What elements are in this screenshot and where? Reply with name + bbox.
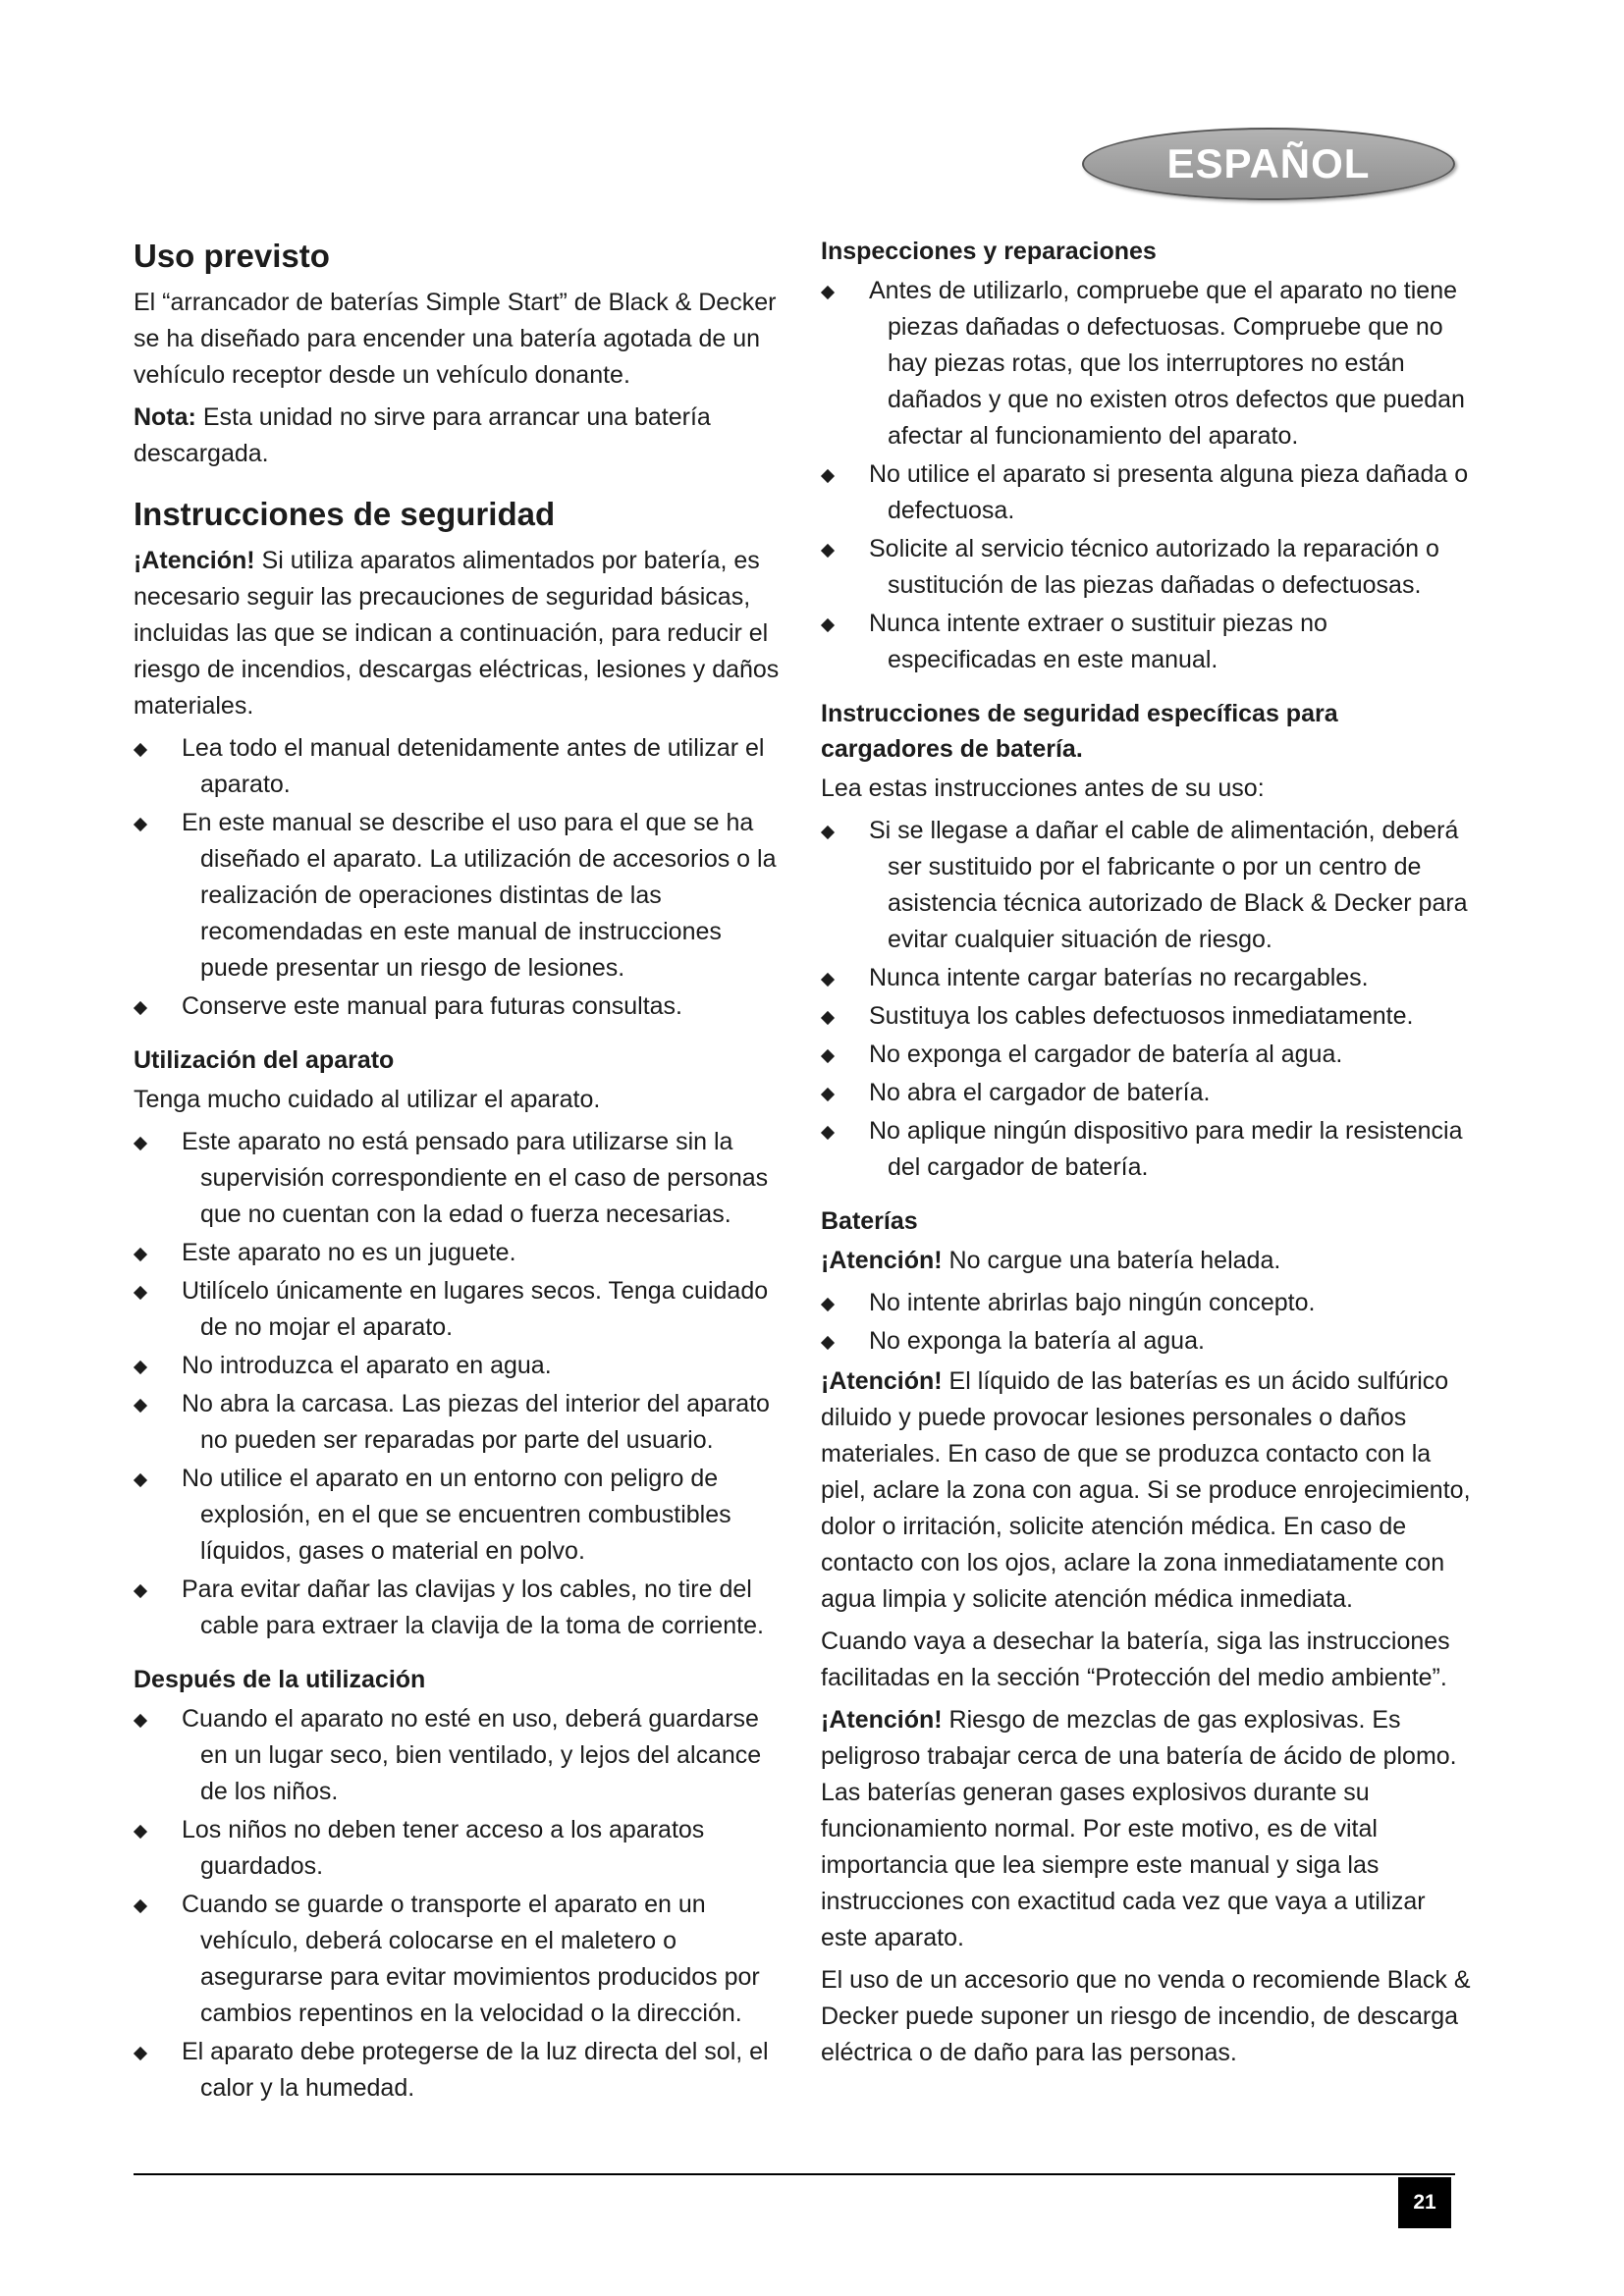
footer-rule [134,2173,1455,2175]
list-item-text: Este aparato no es un juguete. [182,1239,516,1266]
utilizacion-intro: Tenga mucho cuidado al utilizar el aparato. [134,1086,601,1113]
warning-text: No cargue una batería helada. [942,1247,1281,1274]
list-item-text: Nunca intente extraer o sustituir piezas no especificadas en este manual. [869,610,1327,673]
warning-label: ¡Atención! [821,1706,943,1734]
list-item-text: El aparato debe protegerse de la luz directa del sol, el calor y la humedad. [182,2038,769,2102]
list-item [821,998,1474,1035]
list-item-text: No utilice el aparato si presenta alguna pieza dañada o defectuosa. [869,460,1469,524]
list-item [134,1812,782,1885]
left-column [134,236,782,2110]
list-item-text: Cuando el aparato no esté en uso, deberá guardarse en un lugar seco, bien ventilado, y lejos del alcance de los niños. [182,1705,762,1805]
list-item-text: Conserve este manual para futuras consultas. [182,992,682,1020]
bullet-icon [821,469,835,483]
list-item [134,988,782,1025]
list-item-text: No utilice el aparato en un entorno con peligro de explosión, en el que se encuentren combustibles líquidos, gases o material en polvo. [182,1465,731,1565]
list-item-text: Antes de utilizarlo, compruebe que el aparato no tiene piezas dañadas o defectuosas. Compruebe que no hay piezas rotas, que los interruptores no están dañados y que no existen otros defectos que puedan afectar al funcionamiento del aparato. [869,277,1465,450]
list-item [134,1461,782,1570]
list-item [821,1113,1474,1186]
list-item-text: Utilícelo únicamente en lugares secos. Tenga cuidado de no mojar el aparato. [182,1277,769,1341]
bullet-icon [821,826,835,839]
list-item [134,1235,782,1271]
list-item [821,1285,1474,1321]
list-item [134,1386,782,1459]
bullet-icon [821,1011,835,1025]
list-item-text: Este aparato no está pensado para utilizarse sin la supervisión correspondiente en el caso de personas que no cuentan con la edad o fuerza necesarias. [182,1128,769,1228]
list-item-text: Solicite al servicio técnico autorizado la reparación o sustitución de las piezas dañadas o defectuosas. [869,535,1439,599]
list-item [821,1323,1474,1360]
list-item [134,1701,782,1810]
bullet-icon [134,1473,147,1487]
heading-seguridad: Instrucciones de seguridad [134,496,556,532]
right-column [821,234,1474,2077]
list-item-text: No exponga el cargador de batería al agua. [869,1041,1343,1068]
utilizacion-list [134,1124,782,1644]
cargadores-intro: Lea estas instrucciones antes de su uso: [821,774,1265,802]
list-item-text: No exponga la batería al agua. [869,1327,1205,1355]
list-item-text: Los niños no deben tener acceso a los aparatos guardados. [182,1816,705,1880]
warning-text: El líquido de las baterías es un ácido sulfúrico diluido y puede provocar lesiones personales o daños materiales. En caso de que se produzca contacto con la piel, aclare la zona con agua. Si se produce enrojecimiento, dolor o irritación, solicite atención médica. En caso de contacto con los ojos, aclare la zona inmediatamente con agua limpia y solicite atención médica inmediata. [821,1367,1471,1613]
baterias-warning-1 [821,1243,1474,1279]
list-item [821,606,1474,678]
list-item [134,2034,782,2107]
uso-previsto-note [134,400,782,472]
list-item-text: No abra la carcasa. Las piezas del interior del aparato no pueden ser reparadas por parte del usuario. [182,1390,770,1454]
warning-label: ¡Atención! [134,547,255,574]
warning-text: Riesgo de mezclas de gas explosivas. Es peligroso trabajar cerca de una batería de ácido de plomo. Las baterías generan gases explosivos durante su funcionamiento normal. Por este motivo, es de vital importancia que lea siempre este manual y siga las instrucciones con exactitud cada vez que vaya a utilizar este aparato. [821,1706,1457,1951]
seguridad-list [134,730,782,1025]
bullet-icon [134,1714,147,1728]
list-item [134,1572,782,1644]
bullet-icon [134,1361,147,1374]
bullet-icon [134,2047,147,2060]
list-item [821,960,1474,996]
list-item [821,531,1474,604]
bullet-icon [134,1248,147,1261]
despues-list [134,1701,782,2107]
list-item-text: Para evitar dañar las clavijas y los cables, no tire del cable para extraer la clavija de la toma de corriente. [182,1575,764,1639]
list-item-text: No intente abrirlas bajo ningún concepto. [869,1289,1316,1316]
list-item [134,1273,782,1346]
heading-utilizacion: Utilización del aparato [134,1046,395,1074]
bullet-icon [821,286,835,299]
list-item [134,1124,782,1233]
inspecciones-list [821,273,1474,678]
bullet-icon [821,1336,835,1350]
list-item [821,813,1474,958]
bullet-icon [134,1137,147,1150]
list-item-text: Sustituya los cables defectuosos inmediatamente. [869,1002,1414,1030]
list-item-text: Si se llegase a dañar el cable de alimentación, deberá ser sustituido por el fabricante o por un centro de asistencia técnica autorizado de Black & Decker para evitar cualquier situación de riesgo. [869,817,1468,953]
list-item [134,730,782,803]
warning-text: Si utiliza aparatos alimentados por batería, es necesario seguir las precauciones de seguridad básicas, incluidas las que se indican a continuación, para reducir el riesgo de incendios, descargas eléctricas, lesiones y daños materiales. [134,547,780,720]
list-item-text: No aplique ningún dispositivo para medir la resistencia del cargador de batería. [869,1117,1463,1181]
bullet-icon [134,1286,147,1300]
note-text: Esta unidad no sirve para arrancar una batería descargada. [134,403,711,467]
baterias-accessory: El uso de un accesorio que no venda o recomiende Black & Decker puede suponer un riesgo de incendio, de descarga eléctrica o de daño para las personas. [821,1966,1471,2066]
list-item [821,273,1474,454]
list-item [821,456,1474,529]
list-item [134,1887,782,2032]
bullet-icon [134,818,147,831]
heading-despues: Después de la utilización [134,1666,426,1693]
heading-cargadores: Instrucciones de seguridad específicas para cargadores de batería. [821,700,1338,763]
uso-previsto-body: El “arrancador de baterías Simple Start” de Black & Decker se ha diseñado para encender una batería agotada de un vehículo receptor desde un vehículo donante. [134,289,777,389]
bullet-icon [821,1126,835,1140]
list-item [821,1075,1474,1111]
warning-label: ¡Atención! [821,1367,943,1395]
list-item-text: En este manual se describe el uso para el que se ha diseñado el aparato. La utilización de accesorios o la realización de operaciones distintas de las recomendadas en este manual de instrucciones puede presentar un riesgo de lesiones. [182,809,777,982]
page-number: 21 [1398,2177,1451,2228]
heading-inspecciones: Inspecciones y reparaciones [821,238,1157,265]
list-item [821,1037,1474,1073]
bullet-icon [134,743,147,757]
language-tab: ESPAÑOL [1082,128,1455,200]
list-item [134,1348,782,1384]
warning-label: ¡Atención! [821,1247,943,1274]
bullet-icon [134,1584,147,1598]
bullet-icon [134,1899,147,1913]
bullet-icon [821,1049,835,1063]
bullet-icon [821,973,835,987]
bullet-icon [821,1088,835,1101]
heading-uso-previsto: Uso previsto [134,238,330,274]
list-item-text: Nunca intente cargar baterías no recargables. [869,964,1369,991]
list-item-text: No introduzca el aparato en agua. [182,1352,552,1379]
bullet-icon [821,1298,835,1311]
bullet-icon [134,1399,147,1413]
list-item [134,805,782,987]
cargadores-list [821,813,1474,1186]
bullet-icon [134,1825,147,1839]
baterias-list [821,1285,1474,1360]
baterias-disposal: Cuando vaya a desechar la batería, siga las instrucciones facilitadas en la sección “Protección del medio ambiente”. [821,1628,1450,1691]
seguridad-warning [134,543,782,724]
heading-baterias: Baterías [821,1207,918,1235]
baterias-warning-2 [821,1363,1474,1618]
list-item-text: Cuando se guarde o transporte el aparato en un vehículo, deberá colocarse en el maletero o asegurarse para evitar movimientos producidos por cambios repentinos en la velocidad o la dirección. [182,1891,760,2027]
note-label: Nota: [134,403,196,431]
baterias-warning-3 [821,1702,1474,1956]
list-item-text: Lea todo el manual detenidamente antes de utilizar el aparato. [182,734,765,798]
list-item-text: No abra el cargador de batería. [869,1079,1211,1106]
bullet-icon [134,1001,147,1015]
bullet-icon [821,618,835,632]
bullet-icon [821,544,835,558]
